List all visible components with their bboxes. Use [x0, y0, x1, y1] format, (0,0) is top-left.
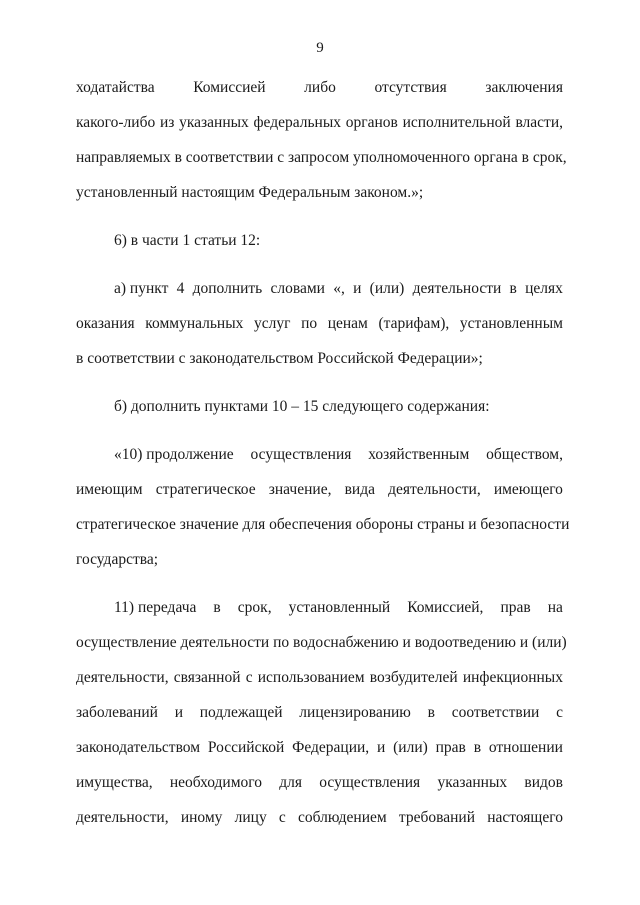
- word: с: [278, 809, 286, 826]
- word: а) пункт: [114, 280, 169, 297]
- paragraph: [76, 437, 570, 577]
- word: Федерации,: [292, 739, 370, 756]
- word: в: [427, 704, 435, 721]
- paragraph: [76, 271, 563, 376]
- word: связанной: [173, 669, 241, 686]
- word: видов: [524, 774, 563, 791]
- word: деятельности: [412, 280, 502, 297]
- text-line: [76, 437, 563, 472]
- word: либо: [304, 79, 336, 96]
- word: указанных: [437, 774, 508, 791]
- word: обществом,: [486, 446, 563, 463]
- text-line: [76, 590, 563, 625]
- text-line: государства;: [76, 551, 159, 568]
- paragraph: [76, 389, 563, 424]
- text-line: осуществление деятельности по водоснабжению и водоотведению и (или): [76, 634, 567, 651]
- word: требований: [398, 809, 476, 826]
- word: установленный: [288, 599, 391, 616]
- text-line: [76, 695, 563, 730]
- word: лицу: [234, 809, 267, 826]
- word: стратегическое: [155, 481, 256, 498]
- word: заключения: [485, 79, 563, 96]
- text-line: б) дополнить пунктами 10 – 15 следующего содержания:: [114, 398, 490, 415]
- word: 11) передача: [114, 599, 197, 616]
- word: оказания: [76, 315, 135, 332]
- word: с: [245, 669, 253, 686]
- word: возбудителей: [369, 669, 458, 686]
- word: по: [301, 315, 318, 332]
- word: коммунальных: [145, 315, 244, 332]
- word: осуществления: [319, 774, 421, 791]
- word: соответствии: [451, 704, 540, 721]
- word: на: [547, 599, 563, 616]
- text-line: [76, 730, 563, 765]
- word: иному: [180, 809, 223, 826]
- word: для: [279, 774, 303, 791]
- word: значение,: [268, 481, 332, 498]
- word: Российской: [207, 739, 285, 756]
- text-line: 6) в части 1 статьи 12:: [114, 232, 261, 249]
- text-line: [76, 70, 563, 105]
- word: отношении: [488, 739, 563, 756]
- word: (или): [369, 280, 405, 297]
- word: в: [213, 599, 221, 616]
- word: отсутствия: [374, 79, 447, 96]
- word: 4: [176, 280, 185, 297]
- word: осуществления: [250, 446, 352, 463]
- word: деятельности,: [76, 669, 169, 686]
- word: и: [377, 739, 386, 756]
- word: и: [353, 280, 362, 297]
- text-line: [76, 472, 563, 507]
- word: «10) продолжение: [114, 446, 234, 463]
- text-line: какого-либо из указанных федеральных органов исполнительной власти,: [76, 114, 563, 131]
- text-line: [76, 765, 563, 800]
- word: срок,: [237, 599, 272, 616]
- word: Комиссией: [193, 79, 266, 96]
- word: и: [174, 704, 183, 721]
- word: деятельности,: [388, 481, 481, 498]
- word: имущества,: [76, 774, 153, 791]
- word: установленным: [459, 315, 563, 332]
- word: деятельности,: [76, 809, 169, 826]
- word: (или): [393, 739, 428, 756]
- text-line: в соответствии с законодательством Российской Федерации»;: [76, 350, 483, 367]
- text-line: [76, 660, 563, 695]
- word: необходимого: [169, 774, 262, 791]
- word: подлежащей: [199, 704, 283, 721]
- word: словами: [270, 280, 325, 297]
- text-line: стратегическое значение для обеспечения обороны страны и безопасности: [76, 516, 570, 533]
- paragraph: [76, 70, 567, 210]
- word: услуг: [253, 315, 291, 332]
- text-line: установленный настоящим Федеральным законом.»;: [76, 184, 424, 201]
- paragraph: [76, 223, 563, 258]
- word: инфекционных: [462, 669, 563, 686]
- word: «,: [333, 280, 345, 297]
- word: прав: [435, 739, 466, 756]
- text-line: направляемых в соответствии с запросом уполномоченного органа в срок,: [76, 149, 567, 166]
- text-line: [76, 271, 563, 306]
- word: законодательством: [76, 739, 201, 756]
- word: использованием: [257, 669, 365, 686]
- page-number: 9: [316, 40, 324, 56]
- word: лицензированию: [299, 704, 411, 721]
- word: дополнить: [192, 280, 263, 297]
- word: хозяйственным: [368, 446, 470, 463]
- word: Комиссией,: [407, 599, 484, 616]
- word: заболеваний: [76, 704, 158, 721]
- word: имеющего: [493, 481, 563, 498]
- word: с: [556, 704, 563, 721]
- word: в: [473, 739, 482, 756]
- word: в: [509, 280, 517, 297]
- word: вида: [344, 481, 375, 498]
- word: соблюдением: [298, 809, 387, 826]
- text-line: [76, 800, 563, 835]
- word: (тарифам),: [378, 315, 450, 332]
- document-body: [76, 70, 570, 848]
- word: настоящего: [487, 809, 563, 826]
- word: ценам: [327, 315, 368, 332]
- word: целях: [525, 280, 563, 297]
- word: имеющим: [76, 481, 143, 498]
- word: ходатайства: [76, 79, 155, 96]
- paragraph: [76, 590, 567, 835]
- word: прав: [500, 599, 531, 616]
- text-line: [76, 306, 563, 341]
